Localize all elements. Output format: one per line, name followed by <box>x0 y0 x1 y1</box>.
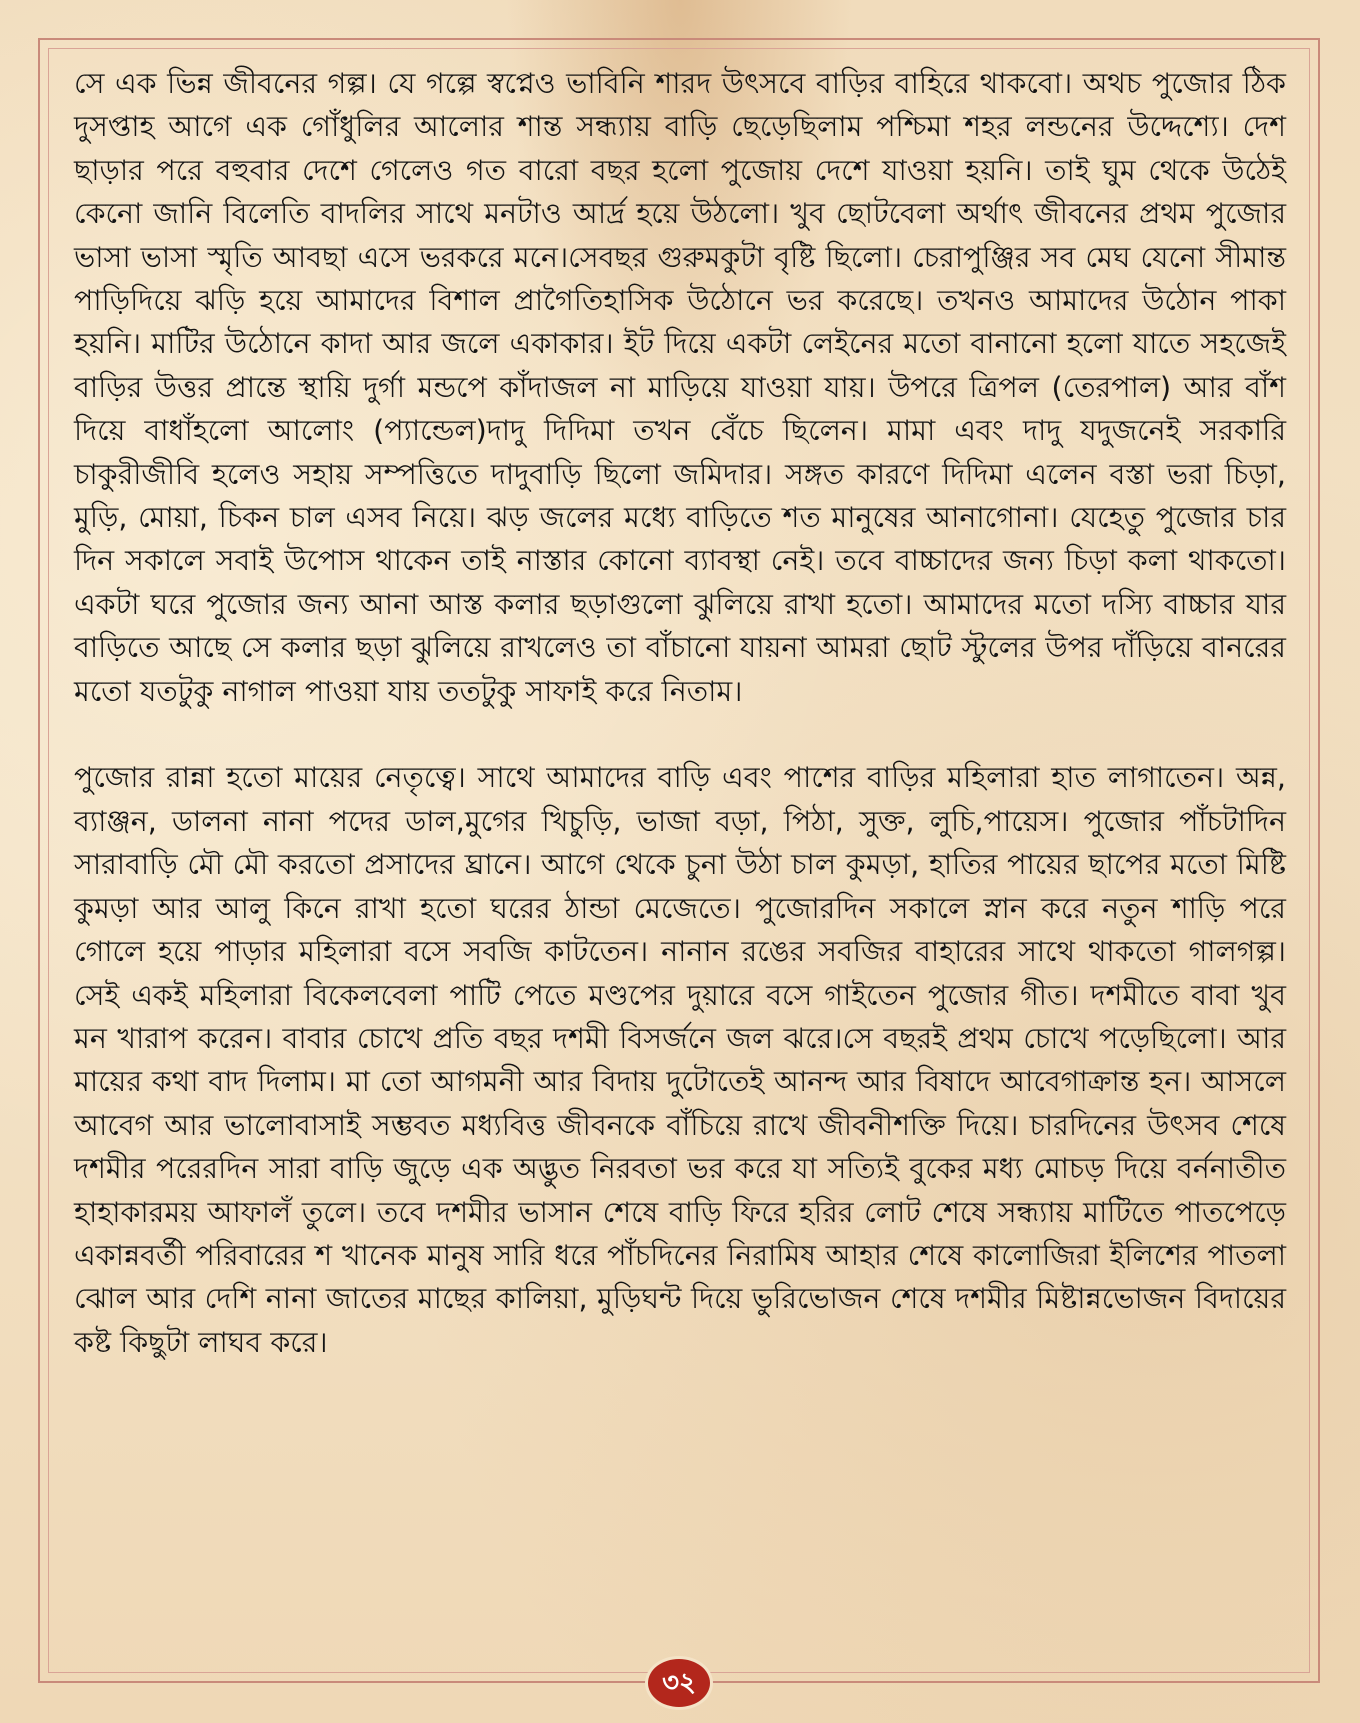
paragraph-1: সে এক ভিন্ন জীবনের গল্প। যে গল্পে স্বপ্নেও ভাবিনি শারদ উৎসবে বাড়ির বাহিরে থাকবো। অথচ পুজোর ঠিক দুসপ্তাহ আগে এক গোঁধুলির আলোর শান্ত সন্ধ্যায় বাড়ি ছেড়েছিলাম পশ্চিমা শহর লন্ডনের উদ্দেশ্যে। দেশ ছাড়ার পরে বহুবার দেশে গেলেও গত বারো বছর হলো পুজোয় দেশে যাওয়া হয়নি। তাই ঘুম থেকে উঠেই কেনো জানি বিলেতি বাদলির সাথে মনটাও আর্দ্র হয়ে উঠলো। খুব ছোটবেলা অর্থাৎ জীবনের প্রথম পুজোর ভাসা ভাসা স্মৃতি আবছা এসে ভরকরে মনে।সেবছর গুরুমকুটা বৃষ্টি ছিলো। চেরাপুঞ্জির সব মেঘ যেনো সীমান্ত পাড়িদিয়ে ঝড়ি হয়ে আমাদের বিশাল প্রাগৈতিহাসিক উঠোনে ভর করেছে। তখনও আমাদের উঠোন পাকা হয়নি। মাটির উঠোনে কাদা আর জলে একাকার। ইট দিয়ে একটা লেইনের মতো বানানো হলো যাতে সহজেই বাড়ির উত্তর প্রান্তে স্থায়ি দুর্গা মন্ডপে কাঁদাজল না মাড়িয়ে যাওয়া যায়। উপরে ত্রিপল (তেরপাল) আর বাঁশ দিয়ে বাধাঁহলো আলোং (প্যান্ডেল)দাদু দিদিমা তখন বেঁচে ছিলেন। মামা এবং দাদু যদুজনেই সরকারি চাকুরীজীবি হলেও সহায় সম্পত্তিতে দাদুবাড়ি ছিলো জমিদার। সঙ্গত কারণে দিদিমা এলেন বস্তা ভরা চিড়া, মুড়ি, মোয়া, চিকন চাল এসব নিয়ে। ঝড় জলের মধ্যে বাড়িতে শত মানুষের আনাগোনা। যেহেতু পুজোর চার দিন সকালে সবাই উপোস থাকেন তাই নাস্তার কোনো ব্যাবস্থা নেই। তবে বাচ্চাদের জন্য চিড়া কলা থাকতো। একটা ঘরে পুজোর জন্য আনা আস্ত কলার ছড়াগুলো ঝুলিয়ে রাখা হতো। আমাদের মতো দস্যি বাচ্চার যার বাড়িতে আছে সে কলার ছড়া ঝুলিয়ে রাখলেও তা বাঁচানো যায়না আমরা ছোট স্টুলের উপর দাঁড়িয়ে বানরের মতো যতটুকু নাগাল পাওয়া যায় ততটুকু সাফাই করে নিতাম। <box>74 67 1286 708</box>
paragraph-2: পুজোর রান্না হতো মায়ের নেতৃত্বে। সাথে আমাদের বাড়ি এবং পাশের বাড়ির মহিলারা হাত লাগাতেন। অন্ন, ব্যাঞ্জন, ডালনা নানা পদের ডাল,মুগের খিচুড়ি, ভাজা বড়া, পিঠা, সুক্ত, লুচি,পায়েস। পুজোর পাঁচটাদিন সারাবাড়ি মৌ মৌ করতো প্রসাদের ঘ্রানে। আগে থেকে চুনা উঠা চাল কুমড়া, হাতির পায়ের ছাপের মতো মিষ্টি কুমড়া আর আলু কিনে রাখা হতো ঘরের ঠান্ডা মেজেতে। পুজোরদিন সকালে স্নান করে নতুন শাড়ি পরে গোলে হয়ে পাড়ার মহিলারা বসে সবজি কাটতেন। নানান রঙের সবজির বাহারের সাথে থাকতো গালগল্প। সেই একই মহিলারা বিকেলবেলা পাটি পেতে মণ্ডপের দুয়ারে বসে গাইতেন পুজোর গীত। দশমীতে বাবা খুব মন খারাপ করেন। বাবার চোখে প্রতি বছর দশমী বিসর্জনে জল ঝরে।সে বছরই প্রথম চোখে পড়েছিলো। আর মায়ের কথা বাদ দিলাম। মা তো আগমনী আর বিদায় দুটোতেই আনন্দ আর বিষাদে আবেগাক্রান্ত হন। আসলে আবেগ আর ভালোবাসাই সম্ভবত মধ্যবিত্ত জীবনকে বাঁচিয়ে রাখে জীবনীশক্তি দিয়ে। চারদিনের উৎসব শেষে দশমীর পরেরদিন সারা বাড়ি জুড়ে এক অদ্ভুত নিরবতা ভর করে যা সত্যিই বুকের মধ্য মোচড় দিয়ে বর্ননাতীত হাহাকারময় আফালঁ তুলে। তবে দশমীর ভাসান শেষে বাড়ি ফিরে হরির লোট শেষে সন্ধ্যায় মাটিতে পাতপেড়ে একান্নবর্তী পরিবারের শ খানেক মানুষ সারি ধরে পাঁচদিনের নিরামিষ আহার শেষে কালোজিরা ইলিশের পাতলা ঝোল আর দেশি নানা জাতের মাছের কালিয়া, মুড়িঘন্ট দিয়ে ভুরিভোজন শেষে দশমীর মিষ্টান্নভোজন বিদায়ের কষ্ট কিছুটা লাঘব করে। <box>74 761 1286 1359</box>
page-number: ৩২ <box>648 1659 710 1707</box>
article-body <box>74 62 1286 1364</box>
